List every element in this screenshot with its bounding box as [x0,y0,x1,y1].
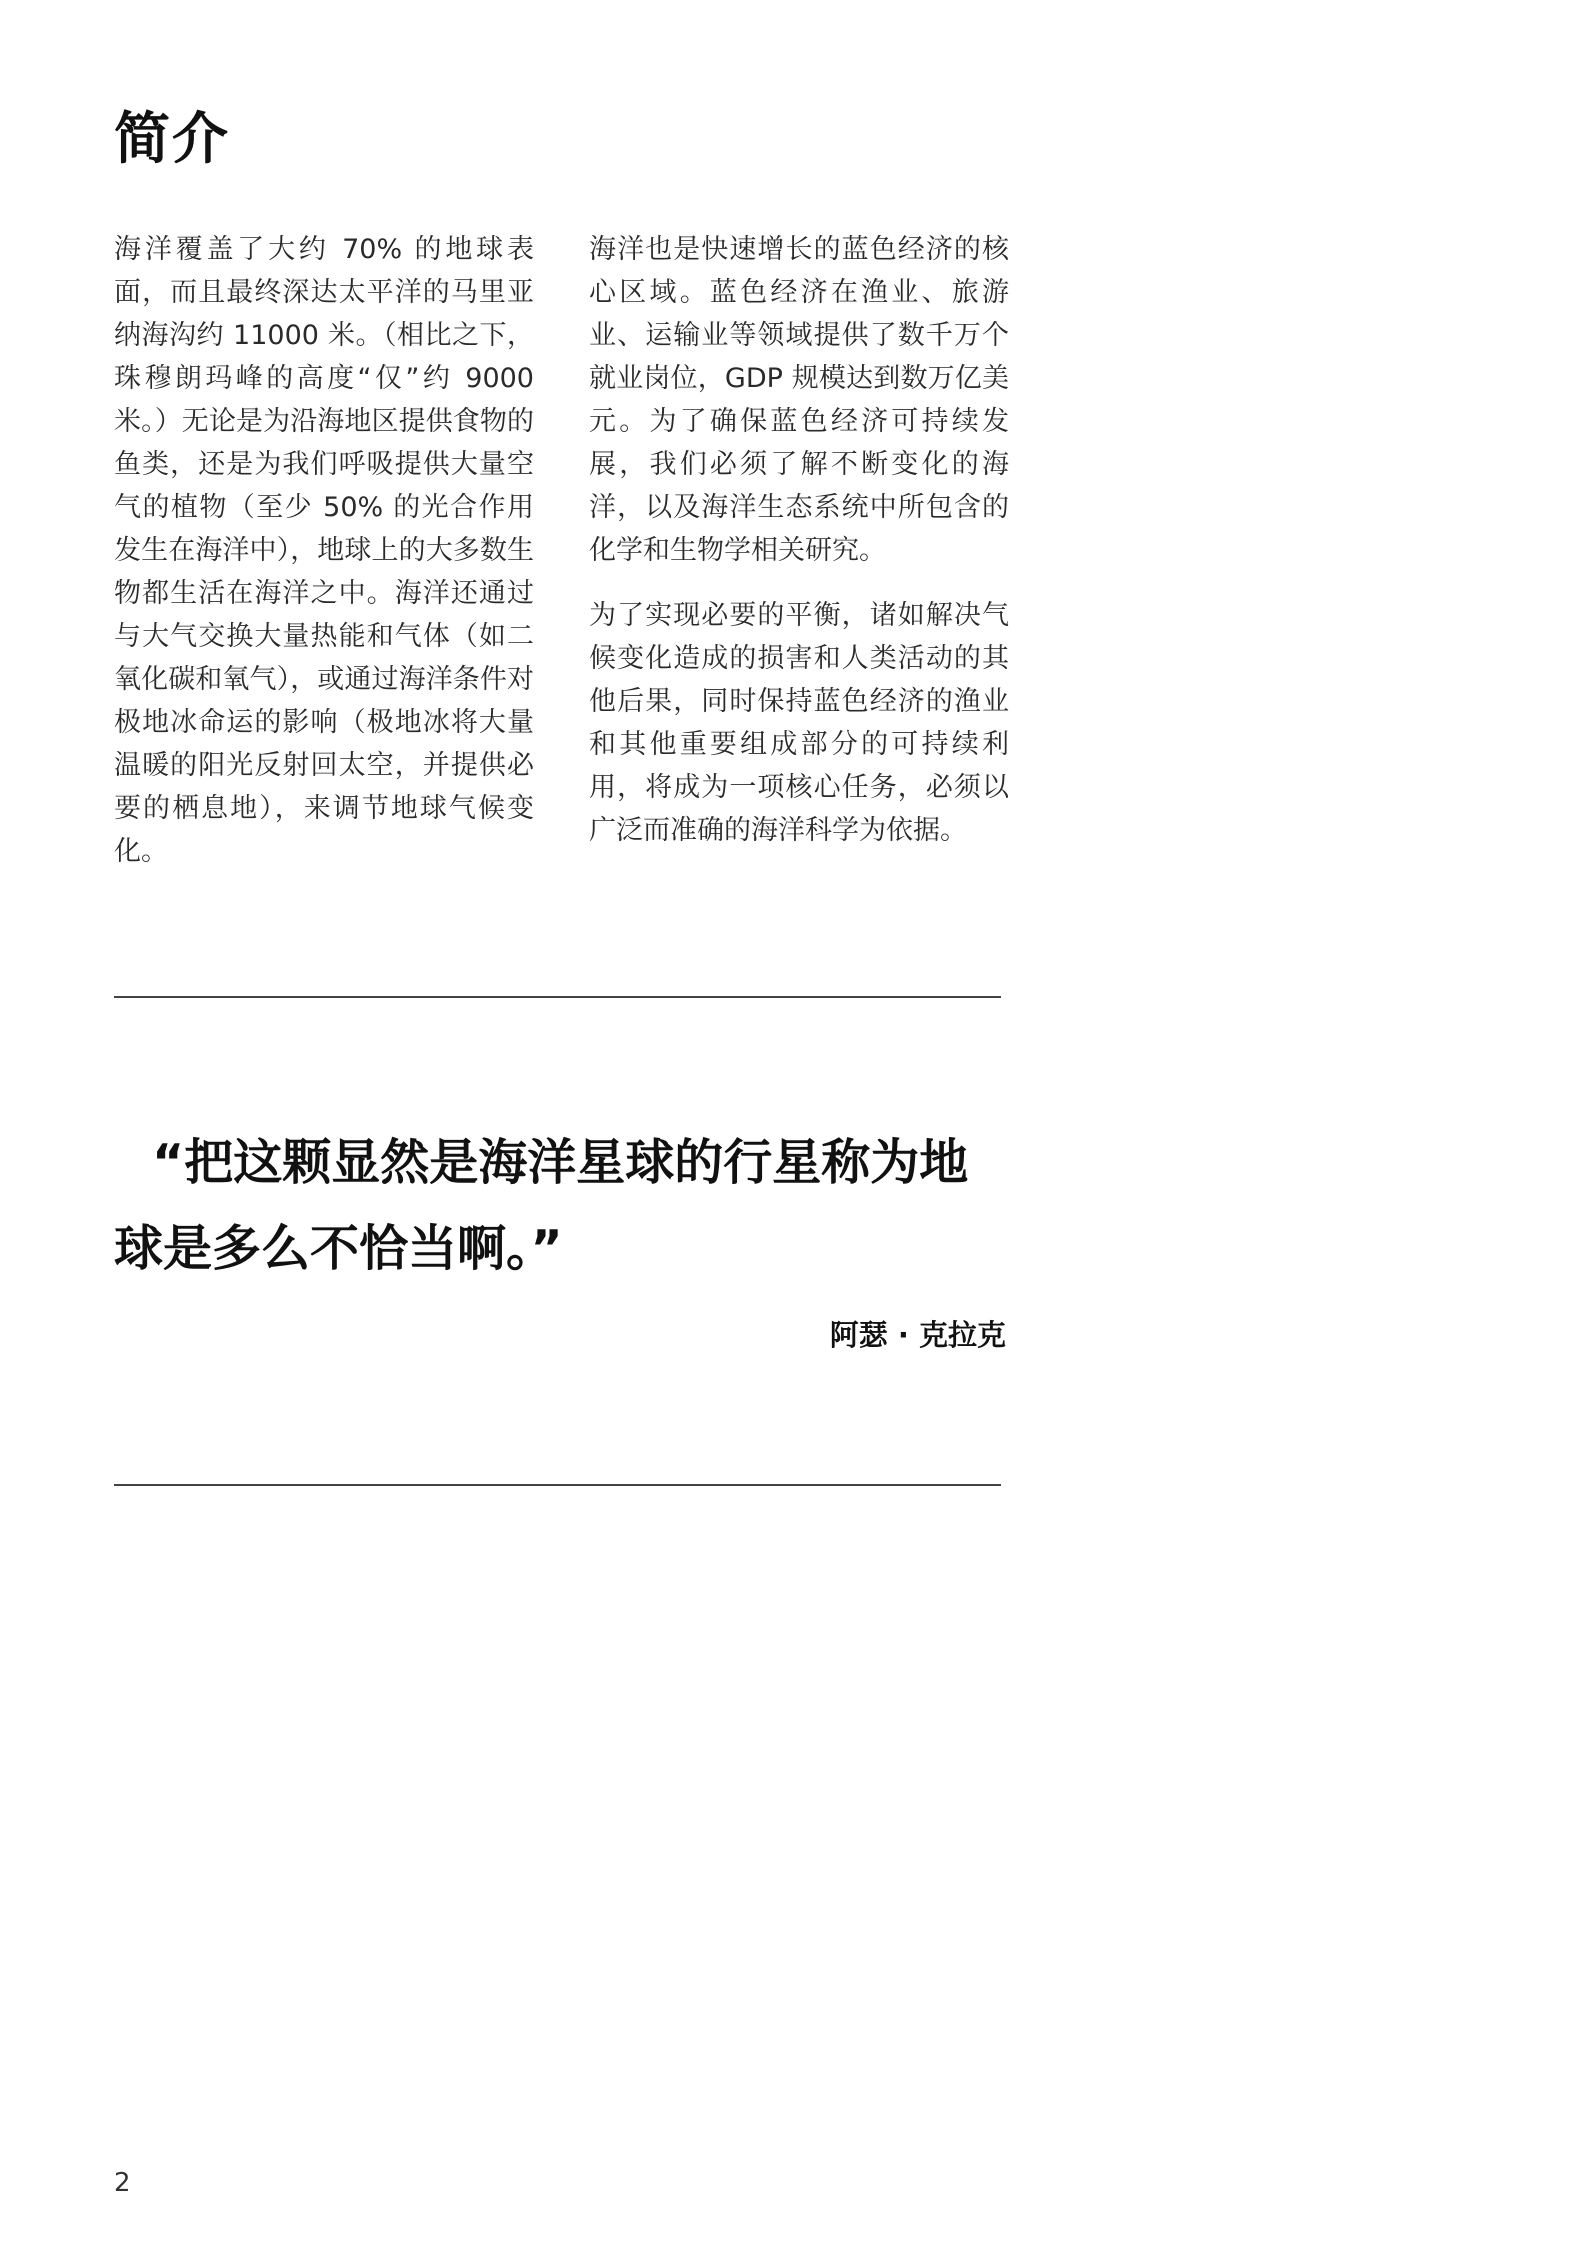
quote-line-1: “把这颗显然是海洋星球的行星称为地 [152,1134,969,1191]
quote-attribution: 阿瑟 · 克拉克 [829,1318,1006,1352]
body-paragraph: 海洋覆盖了大约 70% 的地球表面，而且最终深达太平洋的马里亚纳海沟约 11000 米。（相比之下，珠穆朗玛峰的高度“仅”约 9000 米。）无论是为沿海地区提供食物的鱼类，还是为我们呼吸提供大量空气的植物（至少 50% 的光合作用发生在海洋中），地球上的大多数生物都生活在海洋之中。海洋还通过与大气交换大量热能和气体（如二氧化碳和氧气），或通过海洋条件对极地冰命运的影响（极地冰将大量温暖的阳光反射回太空，并提供必要的栖息地），来调节地球气候变化。 [114,234,534,867]
body-paragraph: 为了实现必要的平衡，诸如解决气候变化造成的损害和人类活动的其他后果，同时保持蓝色经济的渔业和其他重要组成部分的可持续利用，将成为一项核心任务，必须以广泛而准确的海洋科学为依据。 [589,600,1009,846]
left-text-column [114,228,534,895]
body-paragraph: 海洋也是快速增长的蓝色经济的核心区域。蓝色经济在渔业、旅游业、运输业等领域提供了数千万个就业岗位，GDP 规模达到数万亿美元。为了确保蓝色经济可持续发展，我们必须了解不断变化的海洋，以及海洋生态系统中所包含的化学和生物学相关研究。 [589,234,1009,566]
pull-quote [114,1120,1006,1292]
page-title: 简介 [114,107,230,172]
right-text-column [589,228,1009,874]
divider-bottom [114,1484,1001,1486]
divider-top [114,996,1001,998]
quote-line-2: 球是多么不恰当啊。” [114,1220,563,1277]
page-number: 2 [114,2168,131,2198]
